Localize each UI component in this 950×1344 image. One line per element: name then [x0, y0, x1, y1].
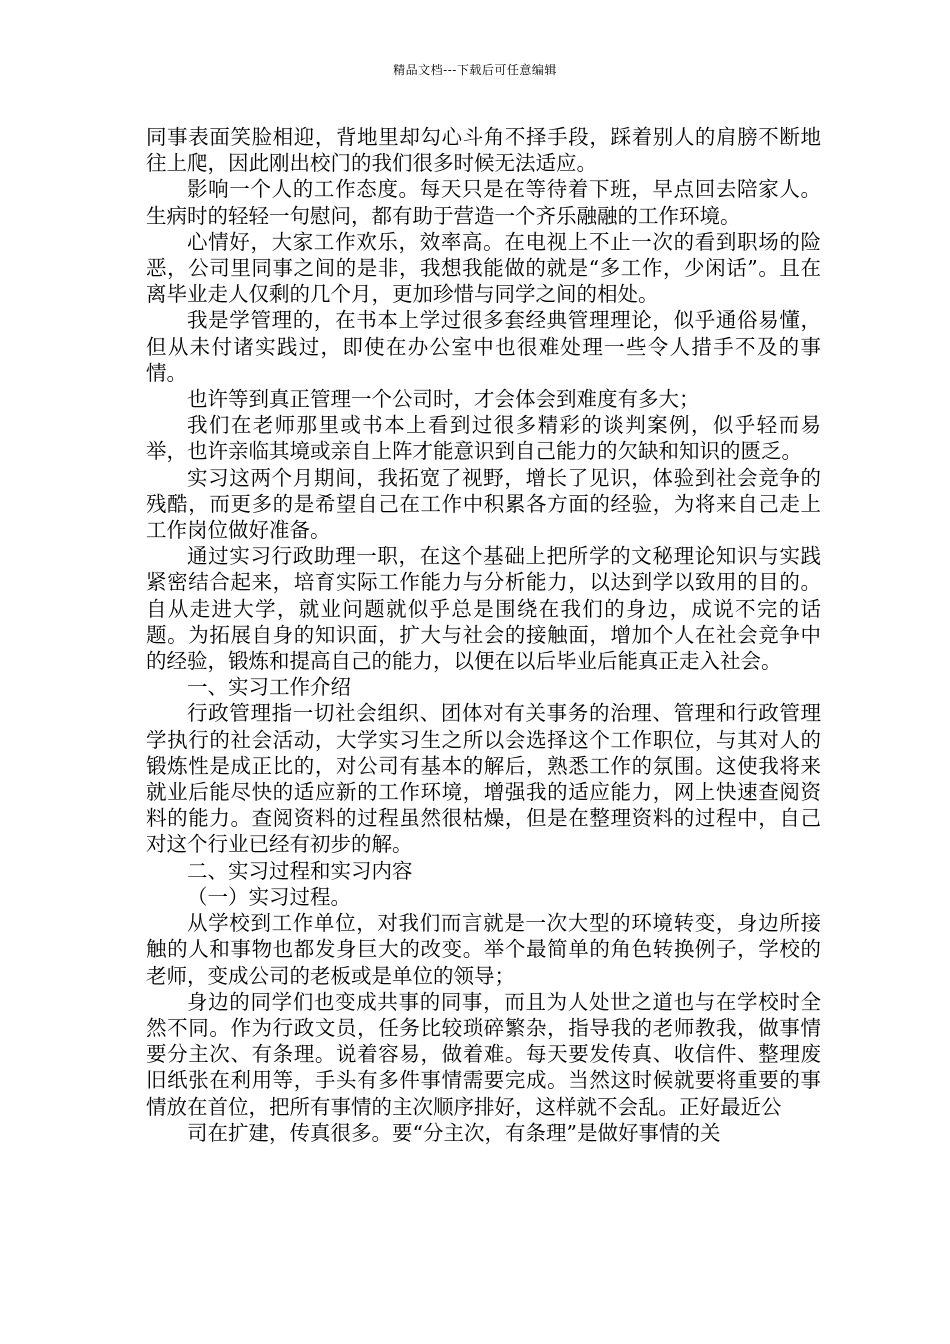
paragraph: 行政管理指一切社会组织、团体对有关事务的治理、管理和行政管理学执行的社会活动，大学实习生之所以会选择这个工作职位，与其对人的锻炼性是成正比的，对公司有基本的解后，熟悉工作的氛围。这使我将来就业后能尽快的适应新的工作环境，增强我的适应能力，网上快速查阅资料的能力。查阅资料的过程虽然很枯燥，但是在整理资料的过程中，自己对这个行业已经有初步的解。 [146, 701, 821, 857]
section-heading: 二、实习过程和实习内容 [187, 858, 413, 883]
paragraph: 从学校到工作单位，对我们而言就是一次大型的环境转变，身边所接触的人和事物也都发身巨大的改变。举个最简单的角色转换例子，学校的老师，变成公司的老板或是单位的领导； [146, 911, 821, 988]
paragraph: 影响一个人的工作态度。每天只是在等待着下班，早点回去陪家人。生病时的轻轻一句慰问，都有助于营造一个齐乐融融的工作环境。 [146, 177, 821, 228]
paragraph: 通过实习行政助理一职，在这个基础上把所学的文秘理论知识与实践紧密结合起来，培育实际工作能力与分析能力，以达到学以致用的目的。自从走进大学，就业问题就似乎总是围绕在我们的身边，成说不完的话题。为拓展自身的知识面，扩大与社会的接触面，增加个人在社会竞争中的经验，锻炼和提高自己的能力，以便在以后毕业后能真正走入社会。 [146, 544, 821, 674]
paragraph: 司在扩建，传真很多。要“分主次，有条理”是做好事情的关 [187, 1120, 721, 1145]
paragraph: 我们在老师那里或书本上看到过很多精彩的谈判案例，似乎轻而易举，也许亲临其境或亲自上阵才能意识到自己能力的欠缺和知识的匮乏。 [146, 413, 821, 464]
subsection-heading: （一）实习过程。 [187, 884, 351, 909]
paragraph: 身边的同学们也变成共事的同事，而且为人处世之道也与在学校时全然不同。作为行政文员，任务比较琐碎繁杂，指导我的老师教我，做事情要分主次、有条理。说着容易，做着难。每天要发传真、收信件、整理废旧纸张在利用等，手头有多件事情需要完成。当然这时候就要将重要的事情放在首位，把所有事情的主次顺序排好，这样就不会乱。正好最近公 [146, 989, 821, 1119]
paragraph: 心情好，大家工作欢乐，效率高。在电视上不止一次的看到职场的险恶，公司里同事之间的是非，我想我能做的就是“多工作，少闲话”。且在离毕业走人仅剩的几个月，更加珍惜与同学之间的相处。 [146, 229, 821, 307]
paragraph: 我是学管理的，在书本上学过很多套经典管理理论，似乎通俗易懂，但从未付诸实践过，即使在办公室中也很难处理一些令人措手不及的事情。 [146, 308, 821, 385]
paragraph: 同事表面笑脸相迎，背地里却勾心斗角不择手段，踩着别人的肩膀不断地往上爬，因此刚出校门的我们很多时候无法适应。 [146, 125, 821, 176]
section-heading: 一、实习工作介绍 [187, 675, 351, 700]
paragraph: 实习这两个月期间，我拓宽了视野，增长了见识，体验到社会竞争的残酷，而更多的是希望自己在工作中积累各方面的经验，为将来自己走上工作岗位做好准备。 [146, 465, 821, 543]
page-header: 精品文档---下载后可任意编辑 [393, 63, 557, 77]
paragraph: 也许等到真正管理一个公司时，才会体会到难度有多大； [187, 387, 700, 412]
document-body [146, 124, 821, 1146]
